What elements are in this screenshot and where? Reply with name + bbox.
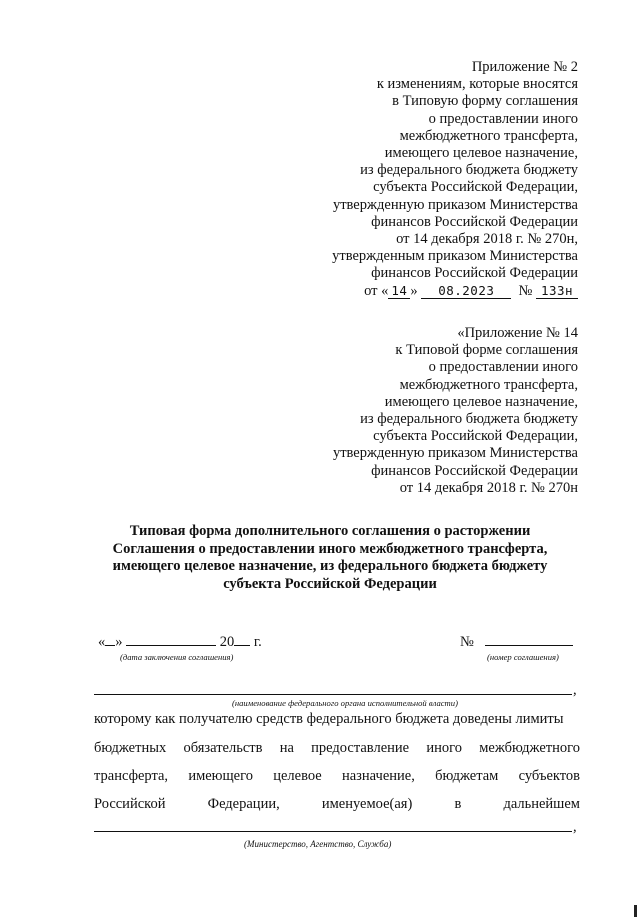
date-caption: (дата заключения соглашения) bbox=[120, 652, 234, 662]
quote-open: « bbox=[98, 634, 106, 650]
agreement-number-field bbox=[460, 633, 573, 651]
body-line-4 bbox=[94, 796, 580, 813]
title-line: Соглашения о предоставлении иного межбюджетного трансферта, bbox=[112, 540, 548, 557]
number-caption: (номер соглашения) bbox=[487, 652, 559, 662]
day-blank bbox=[105, 633, 115, 646]
appendix-2-line: о предоставлении иного bbox=[428, 110, 578, 127]
word: бюджетных bbox=[94, 740, 167, 756]
body-line-1: которому как получателю средств федерального бюджета доведены лимиты bbox=[94, 711, 564, 727]
ministry-name-line bbox=[94, 831, 572, 832]
appendix-2-line: межбюджетного трансферта, bbox=[399, 127, 578, 144]
word: целевое bbox=[273, 768, 322, 784]
word: иного bbox=[426, 740, 462, 756]
word: обязательств bbox=[183, 740, 263, 756]
appendix-2-line: имеющего целевое назначение, bbox=[384, 145, 578, 162]
appendix-14-line: межбюджетного трансферта, bbox=[399, 376, 578, 393]
form-title bbox=[80, 523, 580, 593]
word: бюджетам bbox=[435, 768, 499, 784]
org-caption: (наименование федерального органа исполнительной власти) bbox=[232, 698, 458, 708]
number-blank bbox=[485, 633, 573, 646]
word: дальнейшем bbox=[503, 796, 580, 812]
year-suffix: г. bbox=[253, 634, 262, 650]
date-close: » bbox=[410, 282, 418, 299]
appendix-14-line: от 14 декабря 2018 г. № 270н bbox=[399, 479, 578, 496]
order-number: 133н bbox=[536, 283, 578, 299]
appendix-14-line: финансов Российской Федерации bbox=[371, 462, 578, 479]
appendix-14-line: о предоставлении иного bbox=[428, 359, 578, 376]
word: Российской bbox=[94, 796, 166, 812]
appendix-2-line: утвержденным приказом Министерства bbox=[332, 248, 578, 265]
title-line: имеющего целевое назначение, из федерального бюджета бюджету bbox=[112, 558, 548, 574]
org-line-comma: , bbox=[573, 682, 577, 698]
month-blank bbox=[126, 633, 216, 646]
order-month-year: 08.2023 bbox=[421, 283, 511, 299]
word: в bbox=[454, 796, 462, 812]
body-line-3 bbox=[94, 768, 580, 785]
appendix-2-block bbox=[332, 59, 578, 300]
body-line-2 bbox=[94, 740, 580, 757]
title-line: субъекта Российской Федерации bbox=[223, 575, 437, 592]
appendix-2-line: субъекта Российской Федерации, bbox=[373, 179, 578, 196]
appendix-2-line: Приложение № 2 bbox=[471, 59, 578, 75]
appendix-14-line: имеющего целевое назначение, bbox=[384, 393, 578, 410]
appendix-2-line: утвержденную приказом Министерства bbox=[332, 196, 578, 213]
word: межбюджетного bbox=[479, 740, 580, 756]
word: предоставление bbox=[311, 740, 410, 756]
word: на bbox=[279, 740, 294, 756]
appendix-2-line: в Типовую форму соглашения bbox=[392, 93, 578, 110]
appendix-14-line: из федерального бюджета бюджету bbox=[360, 411, 578, 428]
word: именуемое(ая) bbox=[321, 796, 413, 812]
appendix-14-line: к Типовой форме соглашения bbox=[395, 342, 578, 359]
word: трансферта, bbox=[94, 768, 169, 784]
year-blank bbox=[234, 633, 250, 646]
agreement-date-field bbox=[98, 633, 262, 651]
appendix-2-line: от 14 декабря 2018 г. № 270н, bbox=[396, 231, 578, 248]
appendix-14-line: «Приложение № 14 bbox=[457, 325, 578, 341]
word: назначение, bbox=[341, 768, 415, 784]
word: субъектов bbox=[518, 768, 580, 784]
appendix-14-line: утвержденную приказом Министерства bbox=[332, 445, 578, 462]
number-sign: № bbox=[460, 634, 474, 650]
appendix-14-line: субъекта Российской Федерации, bbox=[373, 428, 578, 445]
appendix-2-line: к изменениям, которые вносятся bbox=[376, 76, 578, 93]
date-prefix: от « bbox=[364, 282, 389, 299]
ministry-caption: (Министерство, Агентство, Служба) bbox=[244, 839, 392, 849]
word: имеющего bbox=[188, 768, 253, 784]
ministry-line-comma: , bbox=[573, 819, 577, 835]
word: Федерации, bbox=[207, 796, 280, 812]
order-date-line bbox=[332, 283, 578, 300]
number-sign: № bbox=[518, 282, 533, 299]
scan-edge-mark bbox=[634, 905, 637, 917]
title-line: Типовая форма дополнительного соглашения о расторжении bbox=[129, 523, 531, 539]
org-name-line bbox=[94, 694, 572, 695]
year-prefix: 20 bbox=[219, 634, 235, 650]
appendix-2-line: финансов Российской Федерации bbox=[371, 213, 578, 230]
appendix-2-line: из федерального бюджета бюджету bbox=[360, 162, 578, 179]
order-day: 14 bbox=[388, 283, 410, 299]
appendix-2-line: финансов Российской Федерации bbox=[371, 265, 578, 282]
appendix-14-block bbox=[333, 325, 578, 497]
quote-close: » bbox=[115, 634, 123, 650]
